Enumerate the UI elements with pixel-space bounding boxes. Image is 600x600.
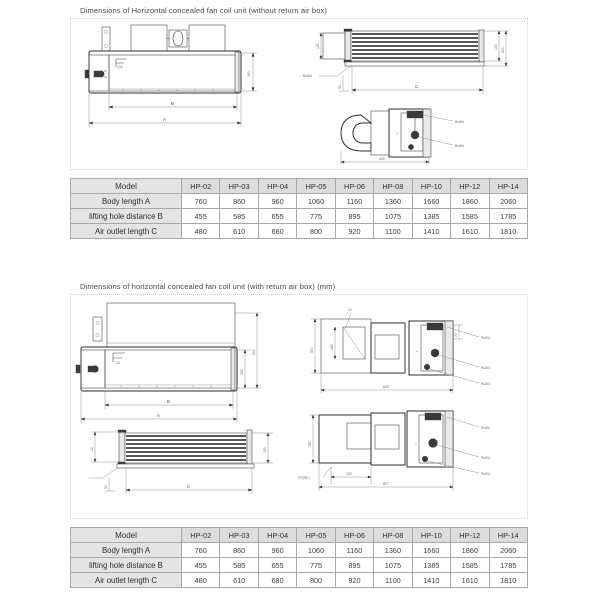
table-header-model-2: HP-04: [258, 528, 296, 543]
dim-150-label-2: 150: [240, 369, 244, 375]
table-header-row: [71, 179, 528, 194]
coil-fins: [352, 34, 478, 58]
bottom-air-inlet-note: [297, 467, 331, 480]
dim-c-group: [352, 66, 483, 94]
dim-300-group-right: [310, 319, 321, 373]
cell: 920: [335, 224, 373, 239]
drawing-panel-with-return-air-box: [70, 294, 528, 519]
cell: 1075: [374, 209, 412, 224]
cell: 960: [258, 194, 296, 209]
technical-drawing-1: [71, 19, 527, 169]
table-header-model-7: HP-12: [451, 528, 489, 543]
dim-100-group: [331, 467, 371, 485]
cell: 800: [297, 224, 335, 239]
dim-600-group: [321, 373, 453, 393]
dim-420-label: 420: [379, 157, 385, 161]
cell: 455: [182, 558, 220, 573]
dim-100-label: 100: [346, 472, 352, 476]
cell: 1860: [451, 194, 489, 209]
row-label-lifting-hole: lifting hole distance B: [71, 558, 182, 573]
table-row: [71, 573, 528, 588]
cell: 655: [258, 558, 296, 573]
cell: 1410: [412, 224, 450, 239]
section-title-2: Dimensions of horizontal concealed fan coil unit (with return air box) (mm): [80, 282, 336, 291]
cell: 1360: [374, 194, 412, 209]
cell: 800: [297, 573, 335, 588]
dim-right-small: [453, 325, 463, 339]
pipe-label-1: Rc3/4: [303, 74, 312, 78]
dim-300-label: 300: [252, 349, 256, 355]
table-header-model-6: HP-10: [412, 528, 450, 543]
cell: 1360: [374, 543, 412, 558]
dim-517-label: 517: [383, 482, 389, 486]
cell: 1160: [335, 194, 373, 209]
front-view-heat-exchanger: [303, 29, 509, 94]
table-row: [71, 543, 528, 558]
drain-pan-ticks-2: [121, 385, 211, 388]
cell: 1410: [412, 573, 450, 588]
table-header-model-3: HP-05: [297, 528, 335, 543]
cell: 1785: [489, 209, 528, 224]
pipe-label-9: Rc3/4: [481, 472, 490, 476]
cell: 1860: [451, 543, 489, 558]
pipe-label-7: Rc3/4: [481, 426, 490, 430]
table-header-model-4: HP-06: [335, 179, 373, 194]
coil-fins-2: [126, 436, 246, 460]
table-header-model-1: HP-03: [220, 528, 258, 543]
side-detail-pipes: [341, 109, 464, 165]
pipe-label-5: Rc3/4: [481, 366, 490, 370]
row-label-air-outlet: Air outlet length C: [71, 573, 182, 588]
cell: 1610: [451, 573, 489, 588]
cell: 1100: [374, 573, 412, 588]
cell: 1810: [489, 573, 528, 588]
cell: 1060: [297, 194, 335, 209]
table-header-model-0: HP-02: [182, 179, 220, 194]
cell: 760: [182, 194, 220, 209]
pipe-label-6: Rc3/4: [481, 382, 490, 386]
cell: 480: [182, 573, 220, 588]
table-header-model-2: HP-04: [258, 179, 296, 194]
table-header-row: [71, 528, 528, 543]
side-view-with-box: [310, 308, 490, 393]
dim-150-group: [239, 53, 257, 91]
cell: 1385: [412, 558, 450, 573]
section-without-return-air-box: [0, 0, 600, 239]
center-mark: +: [396, 132, 398, 136]
cell: 895: [335, 558, 373, 573]
cell: 680: [258, 224, 296, 239]
dim-a-label-2: A: [157, 413, 160, 418]
dim-small-label-2: 30: [104, 485, 108, 489]
cell: 1785: [489, 558, 528, 573]
cell: 680: [258, 573, 296, 588]
cell: 1660: [412, 194, 450, 209]
table-row: [71, 194, 528, 209]
table-header-model-3: HP-05: [297, 179, 335, 194]
dim-300-150-group: [235, 313, 261, 388]
cell: 1060: [297, 543, 335, 558]
cell: 1660: [412, 543, 450, 558]
table-header-model-6: HP-10: [412, 179, 450, 194]
dim-130-label-2: 130: [263, 447, 267, 453]
cell: 610: [220, 224, 258, 239]
cell: 1100: [374, 224, 412, 239]
dim-180-label: 180: [330, 344, 334, 350]
table-row: [71, 558, 528, 573]
dim-250-group: [308, 415, 319, 463]
dim-a-group: [89, 93, 241, 127]
cell: 585: [220, 558, 258, 573]
dim-small-label: 30: [338, 85, 342, 89]
cell: 1610: [451, 224, 489, 239]
dim-120-group: [316, 33, 323, 59]
cell: 895: [335, 209, 373, 224]
dim-b-group: [109, 93, 237, 111]
table-header-model-0: HP-02: [182, 528, 220, 543]
cell: 920: [335, 573, 373, 588]
cell: 960: [258, 543, 296, 558]
section-with-return-air-box: [0, 276, 600, 588]
dim-130-label: 130: [494, 44, 498, 50]
spec-table-body-1: [71, 179, 528, 239]
section-title-1: Dimensions of Horizontal concealed fan coil unit (without return air box): [80, 6, 328, 15]
note-cn-label: 下回风口: [297, 476, 311, 480]
dim-left-group-2: [90, 432, 119, 462]
cell: 760: [182, 543, 220, 558]
pipe-label-3: Rc3/4: [455, 144, 464, 148]
table-header-model-1: HP-03: [220, 179, 258, 194]
specification-table-1: [70, 178, 528, 239]
dim-c-group-2: [126, 468, 252, 494]
cell: 2060: [489, 543, 528, 558]
cell: 860: [220, 194, 258, 209]
cell: 1075: [374, 558, 412, 573]
pipe-label-2: Rc3/4: [455, 120, 464, 124]
drawing-panel-without-return-air-box: [70, 18, 528, 170]
table-header-model-8: HP-14: [489, 528, 528, 543]
detail-dim-label: 12: [119, 65, 123, 69]
table-header-model-4: HP-06: [335, 528, 373, 543]
dim-180-group: [330, 327, 336, 359]
row-label-air-outlet: Air outlet length C: [71, 224, 182, 239]
row-label-body-length: Body length A: [71, 543, 182, 558]
cell: 1160: [335, 543, 373, 558]
cell: 585: [220, 209, 258, 224]
cell: 1585: [451, 558, 489, 573]
dim-a-label: A: [163, 117, 166, 122]
dim-420-group: [341, 151, 429, 165]
cell: 1585: [451, 209, 489, 224]
front-view-heat-exchanger-2: [89, 430, 273, 494]
dim-a-group-2: [81, 391, 237, 423]
cell: 610: [220, 573, 258, 588]
bottom-return-air-view: [297, 411, 490, 491]
table-header-model-7: HP-12: [451, 179, 489, 194]
cell: 455: [182, 209, 220, 224]
dim-600-label: 600: [383, 385, 389, 389]
table-header-model-8: HP-14: [489, 179, 528, 194]
cell: 1810: [489, 224, 528, 239]
dim-c-label-2: C: [187, 484, 191, 489]
cell: 2060: [489, 194, 528, 209]
dim-c-label: C: [415, 84, 419, 89]
dim-b-label: B: [171, 101, 174, 106]
pipe-label-8: Rc3/4: [481, 456, 490, 460]
dim-300-label-right: 300: [310, 347, 314, 353]
cell: 775: [297, 209, 335, 224]
label-12-group: [345, 308, 352, 329]
table-row: [71, 224, 528, 239]
cell: 860: [220, 543, 258, 558]
center-mark-2: +: [416, 350, 418, 354]
dim-130-200-group: [484, 31, 509, 66]
spec-table-body-2: [71, 528, 528, 588]
cell: 775: [297, 558, 335, 573]
top-view-with-box: [76, 303, 261, 423]
center-mark-3: +: [415, 442, 417, 446]
table-header-model: Model: [71, 528, 182, 543]
dim-b-label-2: B: [167, 399, 170, 404]
dim-small-right: 70: [454, 333, 458, 337]
dim-250-label: 250: [308, 441, 312, 447]
table-header-model-5: HP-08: [374, 179, 412, 194]
specification-table-2: [70, 527, 528, 588]
table-header-model-5: HP-08: [374, 528, 412, 543]
cell: 480: [182, 224, 220, 239]
pipe-label-4: Rc3/4: [481, 336, 490, 340]
dim-12-label: 12: [348, 308, 352, 312]
table-row: [71, 209, 528, 224]
pipe-leader-1: [303, 66, 351, 91]
pipe-leader-2: [89, 468, 117, 491]
cell: 655: [258, 209, 296, 224]
dim-right-group-2: [252, 433, 273, 463]
dim-b-group-2: [105, 391, 233, 409]
dim-150-label: 150: [247, 71, 251, 77]
top-view-unit: [85, 25, 257, 127]
detail-dim-label-2: 12: [116, 361, 120, 365]
row-label-body-length: Body length A: [71, 194, 182, 209]
row-label-lifting-hole: lifting hole distance B: [71, 209, 182, 224]
dim-200-label: 200: [501, 47, 505, 53]
dim-120-label: 120: [316, 43, 320, 49]
technical-drawing-2: [71, 295, 527, 518]
dim-120-label-2: 12: [90, 447, 94, 451]
table-header-model: Model: [71, 179, 182, 194]
cell: 1385: [412, 209, 450, 224]
